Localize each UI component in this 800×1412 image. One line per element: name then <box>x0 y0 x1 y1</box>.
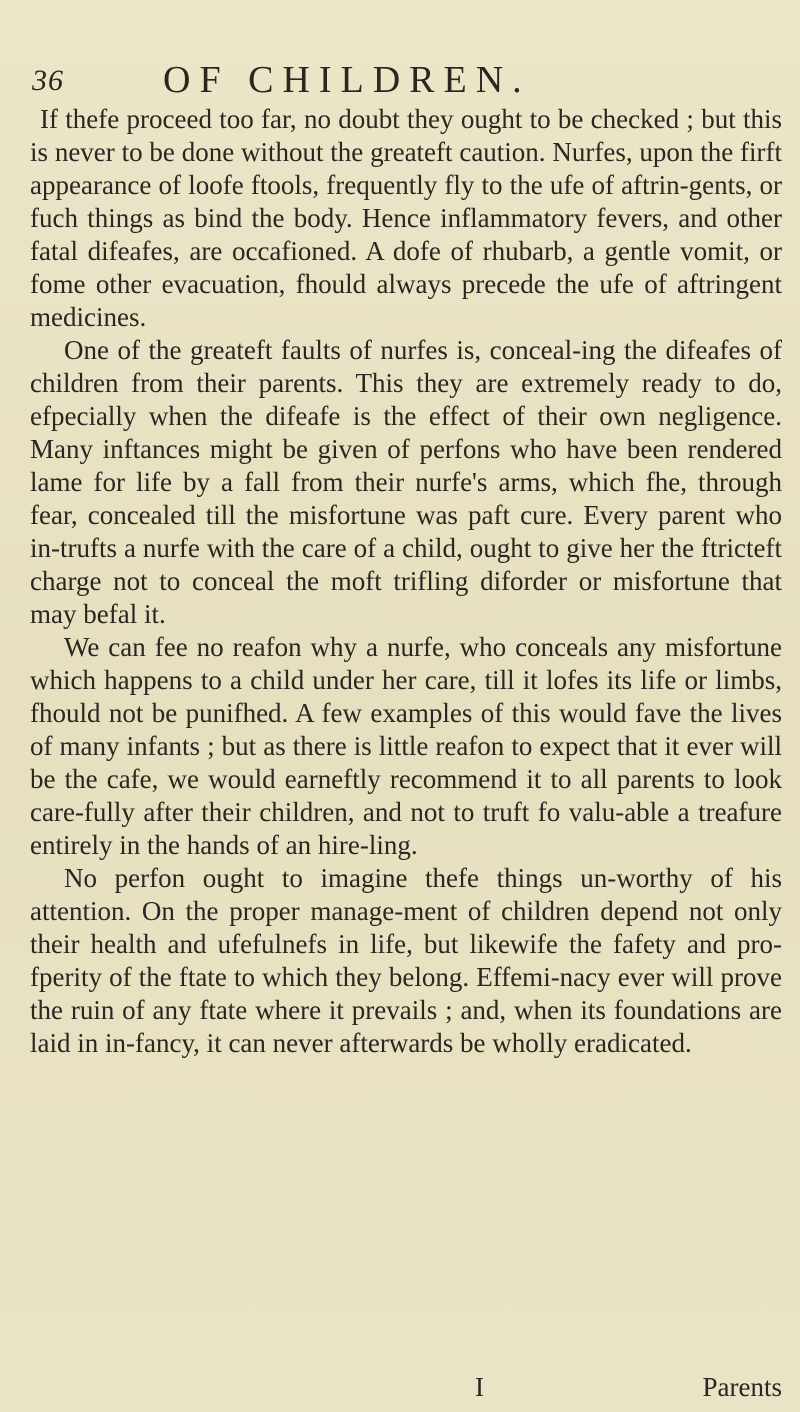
paragraph-astringents: If thefe proceed too far, no doubt they ought to be checked ; but this is never to be done without the greateft caution. Nurfes, upon the firft appearance of loofe ftools, frequently fly to the ufe of aftrin-gents, or fuch things as bind the body. Hence inflammatory fevers, and other fatal difeafes, are occafioned. A dofe of rhubarb, a gentle vomit, or fome other evacuation, fhould always precede the ufe of aftringent medicines. <box>30 104 782 332</box>
paragraph-concealing-diseases: One of the greateft faults of nurfes is, conceal-ing the difeafes of children from their parents. This they are extremely ready to do, efpecially when the difeafe is the effect of their own negligence. Many inftances might be given of perfons who have been rendered lame for life by a fall from their nurfe's arms, which fhe, through fear, concealed till the misfortune was paft cure. Every parent who in-trufts a nurfe with the care of a child, ought to give her the ftricteft charge not to conceal the moft trifling diforder or misfortune that may befal it. <box>30 335 782 629</box>
page-heading: OF CHILDREN. <box>163 59 531 101</box>
signature-mark: I <box>475 1372 484 1402</box>
page-number: 36 <box>32 64 64 97</box>
catchword: Parents <box>702 1372 782 1402</box>
body-text <box>30 103 782 1060</box>
paragraph-punishment: We can fee no reafon why a nurfe, who conceals any misfortune which happens to a child under her care, till it lofes its life or limbs, fhould not be punifhed. A few examples of this would fave the lives of many infants ; but as there is little reafon to expect that it ever will be the cafe, we would earneftly recommend it to all parents to look care-fully after their children, and not to truft fo valu-able a treafure entirely in the hands of an hire-ling. <box>30 632 782 860</box>
page-footer <box>30 1372 782 1412</box>
paragraph-management: No perfon ought to imagine thefe things un-worthy of his attention. On the proper manage-ment of children depend not only their health and ufefulnefs in life, but likewife the fafety and pro-fperity of the ftate to which they belong. Effemi-nacy ever will prove the ruin of any ftate where it prevails ; and, when its foundations are laid in in-fancy, it can never afterwards be wholly eradicated. <box>30 863 782 1058</box>
running-head <box>30 58 770 108</box>
